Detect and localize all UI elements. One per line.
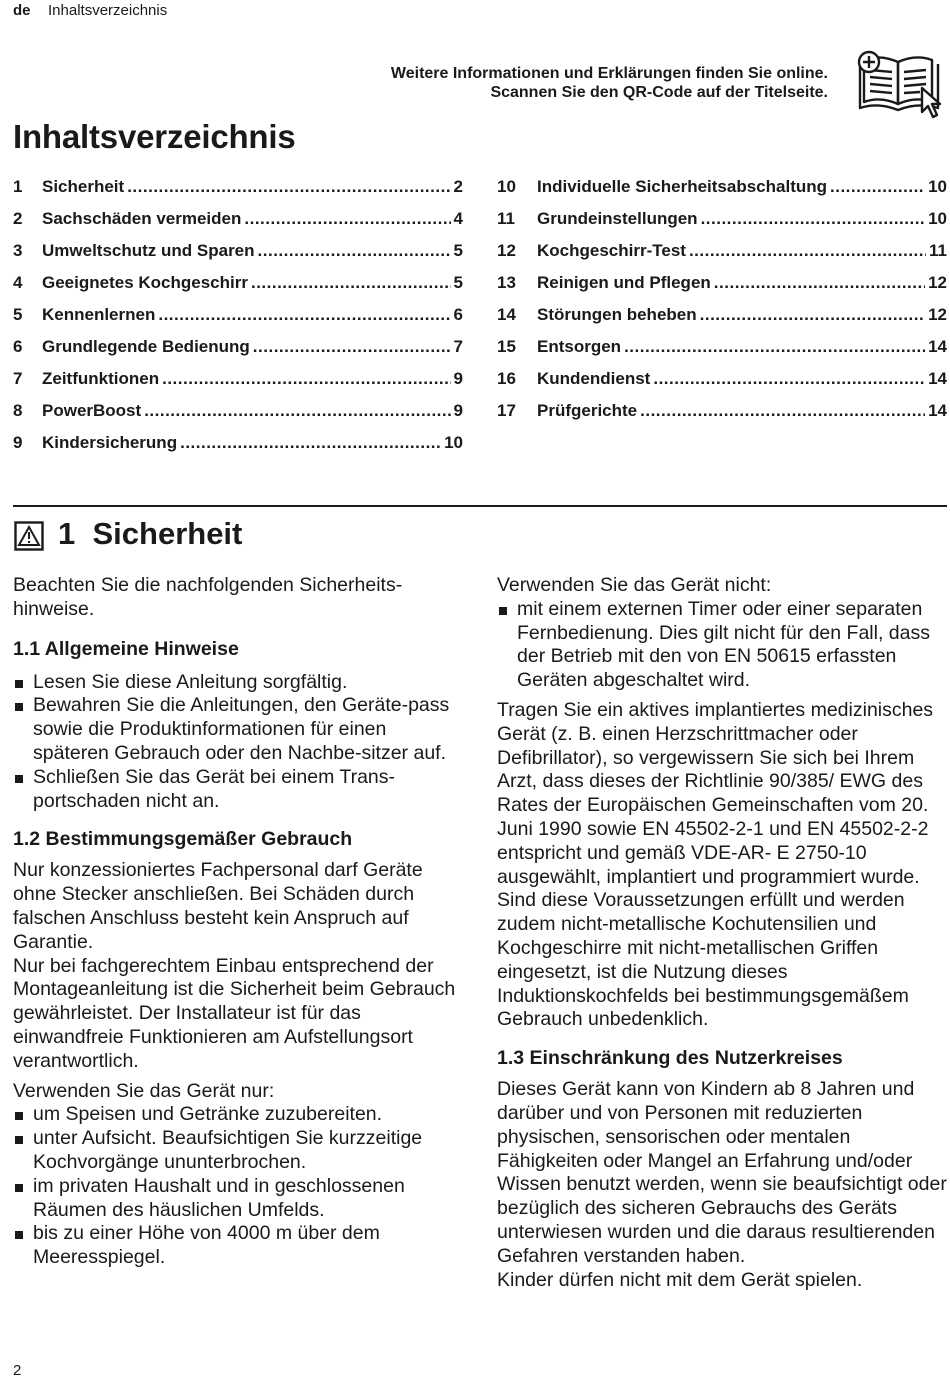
toc-leader: [180, 433, 441, 453]
toc-label: Sachschäden vermeiden: [42, 209, 242, 228]
toc-page: 6: [453, 305, 463, 324]
list-item: bis zu einer Höhe von 4000 m über dem Meeresspiegel.: [13, 1222, 461, 1270]
toc-label: Störungen beheben: [537, 305, 697, 324]
toc-number: 12: [497, 241, 516, 260]
toc-page: 5: [453, 241, 463, 260]
section-title-text: Sicherheit: [92, 516, 243, 551]
toc-label: Kennenlernen: [42, 305, 156, 324]
implant-paragraph: Tragen Sie ein aktives implantiertes medizinisches Gerät (z. B. einen Herzschrittmacher oder Defibrillator), so vergewissern Sie sich bei Ihrem Arzt, dass dieses der Richtlinie 90/385/ EWG des Rates der Europäischen Gemeinschaften vom 20. Juni 1990 sowie EN 45502-2-1 und EN 45502-2-2 entspricht und gemäß VDE-AR- E 2750-10 ausgewählt, implantiert und programmiert wurde. Sind diese Voraussetzungen erfüllt und werden zudem nicht-metallische Kochutensilien und Kochgeschirre mit nicht-metallischen Griffen eingesetzt, ist die Nutzung dieses Induktionskochfelds bei bestimmungsgemäßem Gebrauch unbedenklich.: [497, 698, 934, 1031]
toc-leader: [653, 369, 925, 389]
toc-page: 10: [928, 177, 947, 196]
online-info-line-1: Weitere Informationen und Erklärungen finden Sie online.: [390, 65, 828, 82]
toc-row[interactable]: [13, 241, 463, 265]
toc-number: 5: [13, 305, 23, 324]
toc-page: 14: [928, 401, 947, 420]
toc-row[interactable]: [497, 177, 947, 201]
toc-page: 5: [453, 273, 463, 292]
toc-label: Umweltschutz und Sparen: [42, 241, 255, 260]
toc-leader: [714, 273, 925, 293]
toc-row[interactable]: [497, 369, 947, 393]
toc-number: 4: [13, 273, 23, 292]
not-use-list: [497, 598, 947, 693]
toc-row[interactable]: [13, 433, 463, 457]
toc-number: 9: [13, 433, 23, 452]
toc-page: 14: [928, 369, 947, 388]
toc-row[interactable]: [13, 369, 463, 393]
toc-label: Geeignetes Kochgeschirr: [42, 273, 248, 292]
subsection-1-2-title: 1.2 Bestimmungsgemäßer Gebrauch: [13, 828, 353, 851]
toc-label: PowerBoost: [42, 401, 142, 420]
toc-number: 1: [13, 177, 23, 196]
toc-row[interactable]: [13, 209, 463, 233]
use-only-lead: Verwenden Sie das Gerät nur:: [13, 1079, 275, 1102]
toc-number: 15: [497, 337, 516, 356]
online-info-line-2: Scannen Sie den QR-Code auf der Titelseite.: [490, 84, 828, 101]
toc-row[interactable]: [13, 337, 463, 361]
toc-row[interactable]: [13, 177, 463, 201]
toc-page: 10: [928, 209, 947, 228]
toc-number: 8: [13, 401, 23, 420]
toc-page: 12: [928, 273, 947, 292]
toc-leader: [258, 241, 451, 261]
toc-leader: [253, 337, 451, 357]
toc-label: Grundlegende Bedienung: [42, 337, 250, 356]
section-divider: [13, 505, 947, 507]
toc-label: Entsorgen: [537, 337, 622, 356]
paragraph: Nur bei fachgerechtem Einbau entsprechend der Montageanleitung ist die Sicherheit beim Gebrauch gewährleistet. Der Installateur ist für das einwandfreie Funktionieren am Aufstellungsort verantwortlich.: [13, 954, 456, 1072]
toc-page: 14: [928, 337, 947, 356]
toc-label: Grundeinstellungen: [537, 209, 698, 228]
subsection-1-3-title: 1.3 Einschränkung des Nutzerkreises: [497, 1047, 843, 1070]
toc-label: Reinigen und Pflegen: [537, 273, 711, 292]
language-code: de: [13, 2, 31, 19]
right-column: [497, 574, 947, 1292]
toc-leader: [624, 337, 925, 357]
list-item: Bewahren Sie die Anleitungen, den Geräte-pass sowie die Produktinformationen für einen späteren Gebrauch oder den Nachbe-sitzer auf.: [13, 694, 461, 765]
section-intro: Beachten Sie die nachfolgenden Sicherheits-hinweise.: [13, 574, 403, 620]
toc-number: 10: [497, 177, 516, 196]
general-notes-list: [13, 671, 461, 814]
toc-row[interactable]: [13, 305, 463, 329]
list-item: mit einem externen Timer oder einer separaten Fernbedienung. Dies gilt nicht für den Fall, dass der Betrieb mit den von EN 50615 erfassten Geräten abgeschaltet wird.: [497, 598, 947, 693]
toc-row[interactable]: [497, 305, 947, 329]
toc-row[interactable]: [497, 401, 947, 425]
paragraph: Dieses Gerät kann von Kindern ab 8 Jahren und darüber und von Personen mit reduzierten physischen, sensorischen oder mentalen Fähigkeiten oder Mangel an Erfahrung und/oder Wissen benutzt werden, wenn sie beaufsichtigt oder bezüglich des sicheren Gebrauchs des Geräts unterwiesen wurden und die daraus resultierenden Gefahren verstanden haben.: [497, 1078, 947, 1267]
running-header: Inhaltsverzeichnis: [48, 2, 168, 19]
toc-label: Kindersicherung: [42, 433, 178, 452]
toc-leader: [640, 401, 925, 421]
toc-number: 7: [13, 369, 23, 388]
paragraph: Kinder dürfen nicht mit dem Gerät spielen.: [497, 1268, 863, 1291]
toc-number: 13: [497, 273, 516, 292]
toc-label: Sicherheit: [42, 177, 125, 196]
toc-row[interactable]: [13, 273, 463, 297]
list-item: Lesen Sie diese Anleitung sorgfältig.: [13, 671, 461, 695]
toc-page: 9: [453, 401, 463, 420]
toc-row[interactable]: [497, 337, 947, 361]
use-only-list: [13, 1103, 461, 1270]
toc-leader: [158, 305, 450, 325]
toc-row[interactable]: [497, 241, 947, 265]
toc-number: 2: [13, 209, 23, 228]
toc-leader: [689, 241, 926, 261]
toc-page: 10: [444, 433, 463, 452]
toc-heading: Inhaltsverzeichnis: [13, 118, 296, 155]
toc-leader: [144, 401, 450, 421]
toc-label: Zeitfunktionen: [42, 369, 160, 388]
toc-page: 4: [453, 209, 463, 228]
book-plus-cursor-icon: [854, 48, 946, 120]
list-item: um Speisen und Getränke zuzubereiten.: [13, 1103, 461, 1127]
toc-page: 12: [928, 305, 947, 324]
list-item: im privaten Haushalt und in geschlossenen Räumen des häuslichen Umfelds.: [13, 1175, 461, 1223]
section-title: [58, 516, 242, 552]
toc-leader: [162, 369, 450, 389]
toc-page: 2: [453, 177, 463, 196]
toc-number: 14: [497, 305, 516, 324]
subsection-1-1-title: 1.1 Allgemeine Hinweise: [13, 637, 239, 660]
toc-page: 11: [929, 241, 947, 260]
toc-leader: [251, 273, 451, 293]
toc-number: 17: [497, 401, 516, 420]
warning-triangle-icon: [14, 521, 44, 551]
toc-label: Kochgeschirr-Test: [537, 241, 686, 260]
toc-number: 3: [13, 241, 23, 260]
toc-row[interactable]: [497, 273, 947, 297]
toc-number: 11: [497, 209, 515, 228]
online-info-note: [391, 64, 828, 102]
toc-page: 7: [453, 337, 463, 356]
list-item: unter Aufsicht. Beaufsichtigen Sie kurzzeitige Kochvorgänge ununterbrochen.: [13, 1127, 461, 1175]
toc-leader: [700, 305, 925, 325]
toc-leader: [830, 177, 925, 197]
toc-label: Individuelle Sicherheitsabschaltung: [537, 177, 828, 196]
toc-number: 16: [497, 369, 516, 388]
paragraph: Nur konzessioniertes Fachpersonal darf Geräte ohne Stecker anschließen. Bei Schäden durch falschen Anschluss besteht kein Anspruch auf Garantie.: [13, 859, 423, 953]
left-column: [13, 574, 461, 1270]
toc-leader: [244, 209, 450, 229]
toc-label: Prüfgerichte: [537, 401, 638, 420]
list-item: Schließen Sie das Gerät bei einem Trans-portschaden nicht an.: [13, 766, 461, 814]
toc-label: Kundendienst: [537, 369, 651, 388]
section-number: 1: [58, 516, 76, 551]
toc-number: 6: [13, 337, 23, 356]
toc-row[interactable]: [13, 401, 463, 425]
toc-page: 9: [453, 369, 463, 388]
toc-leader: [127, 177, 450, 197]
toc-row[interactable]: [497, 209, 947, 233]
page-number: 2: [13, 1362, 22, 1379]
toc-leader: [701, 209, 926, 229]
not-use-lead: Verwenden Sie das Gerät nicht:: [497, 574, 772, 596]
